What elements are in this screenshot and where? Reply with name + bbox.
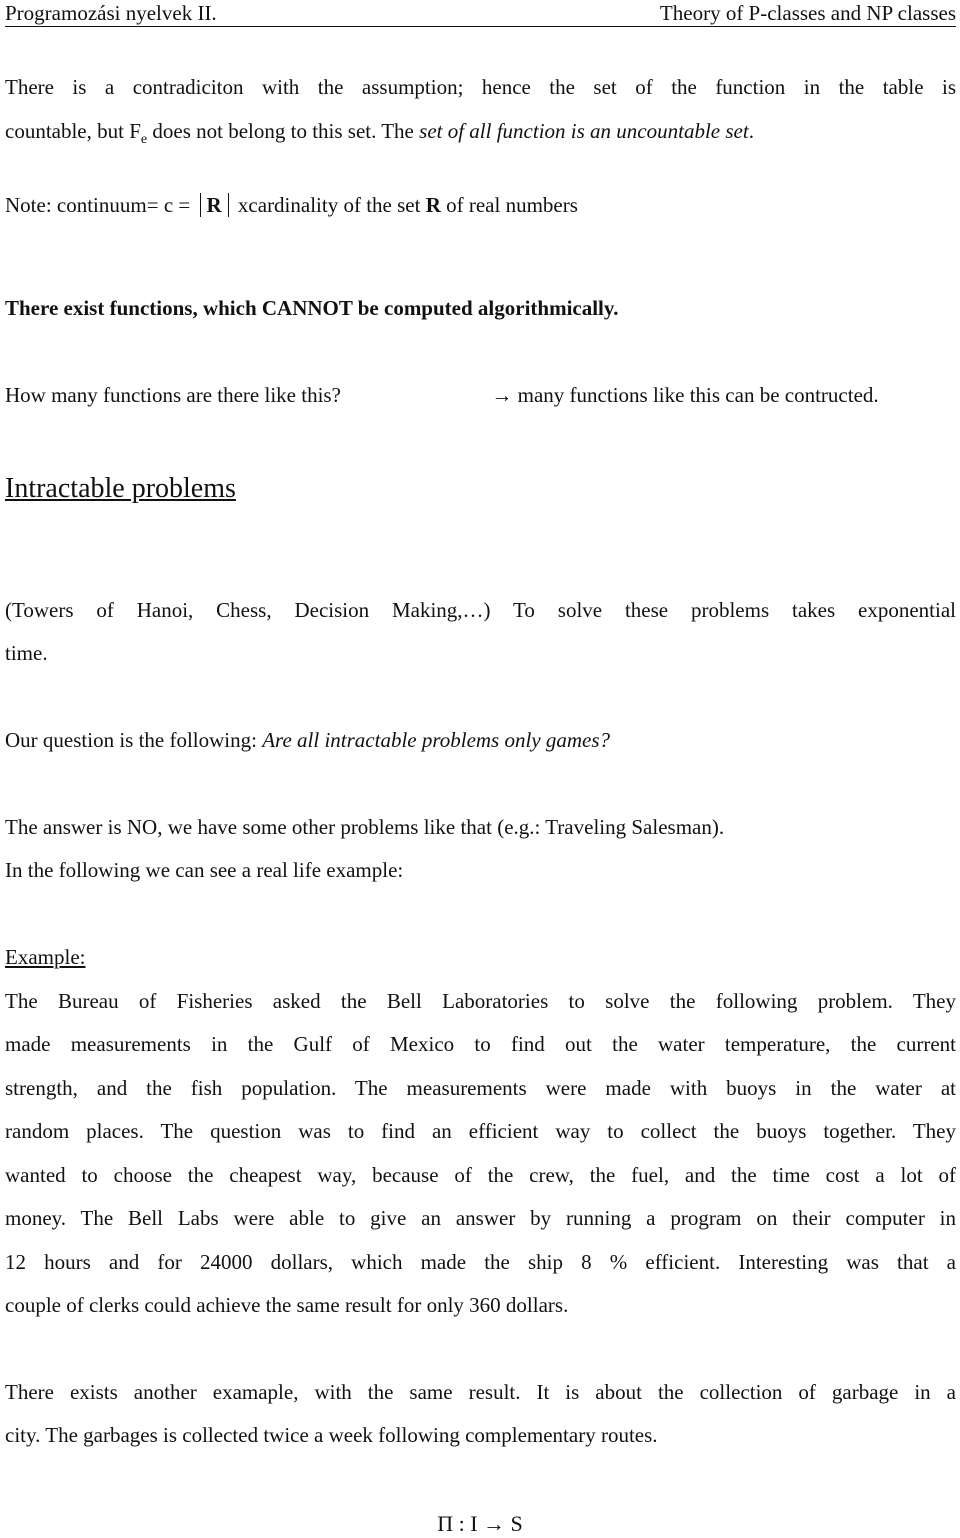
subscript-e: e (140, 132, 148, 148)
problem-formula: Π : I → S (437, 1511, 523, 1536)
example-line: 12 hours and for 24000 dollars, which made the ship 8 % efficient. Interesting was that a (5, 1250, 956, 1274)
text-fragment: does not belong to this set. The (147, 119, 420, 143)
example-line: made measurements in the Gulf of Mexico to find out the water temperature, the current (5, 1032, 956, 1056)
example-line: couple of clerks could achieve the same result for only 360 dollars. (5, 1293, 569, 1317)
answer-line-1: The answer is NO, we have some other problems like that (e.g.: Traveling Salesman). (5, 815, 725, 839)
our-question-italic: Are all intractable problems only games? (262, 728, 611, 752)
right-arrow-icon: → (491, 383, 513, 407)
intractable-line-1: (Towers of Hanoi, Chess, Decision Making,…) To solve these problems takes exponential (5, 598, 956, 622)
another-example-line: city. The garbages is collected twice a week following complementary routes. (5, 1423, 658, 1447)
answer-line-2: In the following we can see a real life example: (5, 858, 404, 882)
our-question-text: Our question is the following: (5, 728, 263, 752)
our-question (5, 727, 610, 753)
italic-uncountable-set: set of all function is an uncountable set (419, 119, 749, 143)
bold-statement: There exist functions, which CANNOT be computed algorithmically. (5, 296, 619, 320)
header-course-title: Programozási nyelvek II. (5, 1, 217, 25)
section-heading-intractable: Intractable problems (5, 473, 236, 504)
example-line: strength, and the fish population. The measurements were made with buoys in the water at (5, 1076, 956, 1100)
example-line: random places. The question was to find an efficient way to collect the buoys together. They (5, 1119, 956, 1143)
note-continuum (5, 192, 578, 218)
paragraph-contradiction-line-1: There is a contradiciton with the assumption; hence the set of the function in the table is (5, 75, 956, 99)
header-chapter-title: Theory of P-classes and NP classes (659, 1, 956, 25)
intractable-line-2: time. (5, 641, 48, 665)
text-fragment: countable, but F (5, 119, 141, 143)
note-suffix: of real numbers (446, 193, 578, 217)
question-answer-text: many functions like this can be contructed. (517, 383, 879, 407)
note-prefix: Note: continuum= c = (5, 193, 191, 217)
text-fragment: . (748, 119, 754, 143)
page-header (5, 0, 956, 27)
another-example-line: There exists another examaple, with the same result. It is about the collection of garbage in a (5, 1380, 956, 1404)
example-line: wanted to choose the cheapest way, because of the crew, the fuel, and the time cost a lot of (5, 1163, 956, 1187)
example-line: money. The Bell Labs were able to give an answer by running a program on their computer in (5, 1206, 956, 1230)
note-middle: xcardinality of the set (237, 193, 421, 217)
cardinality-bars-r: R (200, 193, 229, 217)
note-bold-r: R (425, 193, 441, 217)
example-label: Example: (5, 945, 86, 969)
paragraph-contradiction-line-2 (5, 118, 754, 153)
example-line: The Bureau of Fisheries asked the Bell Laboratories to solve the following problem. They (5, 989, 956, 1013)
question-how-many (5, 382, 879, 408)
question-text: How many functions are there like this? (5, 383, 341, 407)
